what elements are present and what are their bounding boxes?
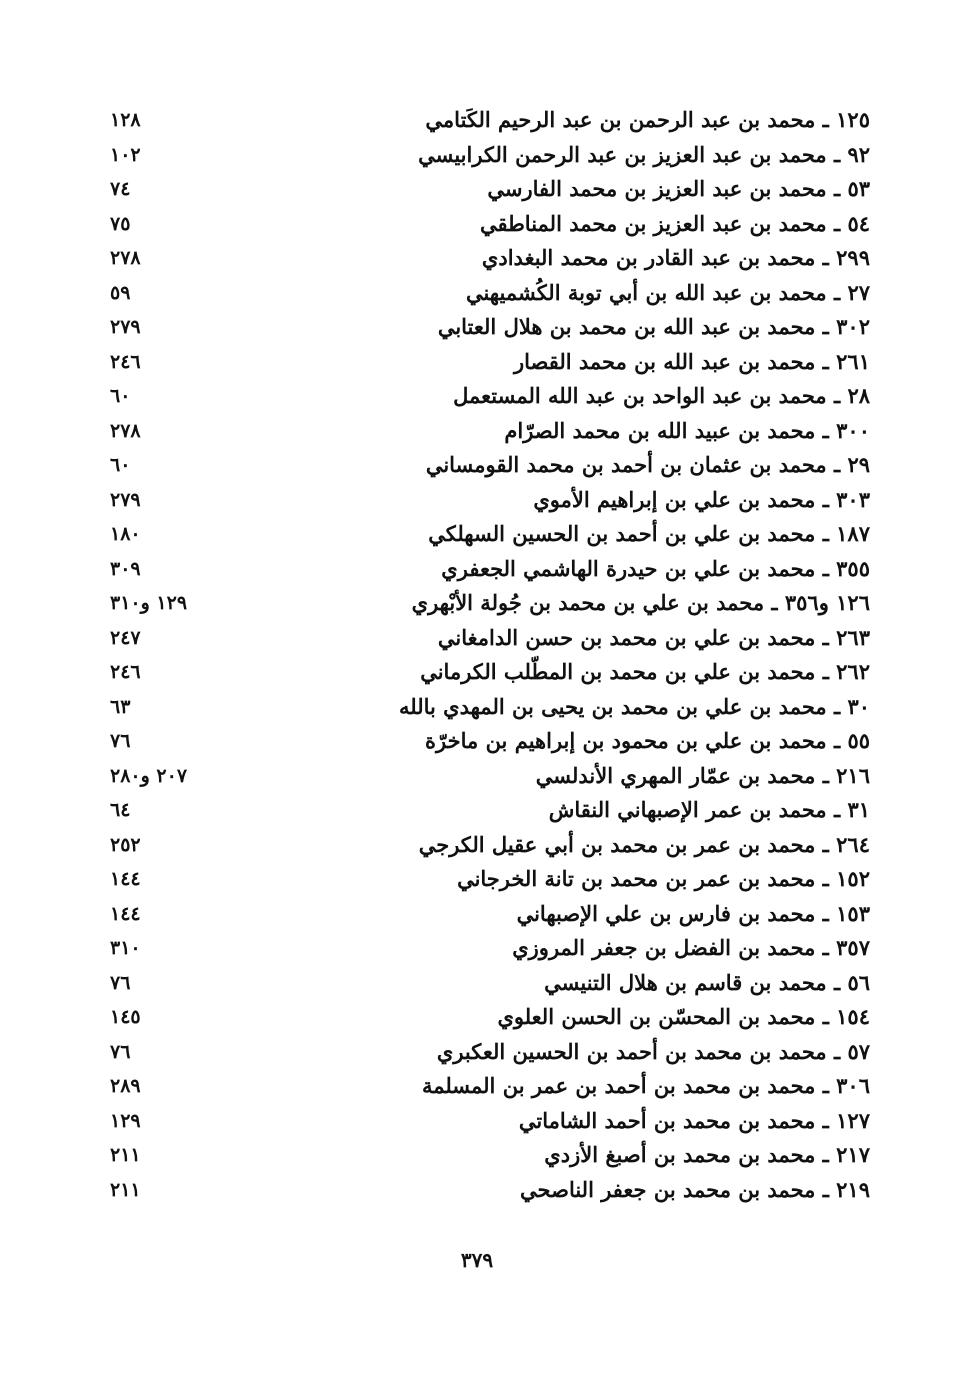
index-entry bbox=[110, 172, 870, 207]
index-entry bbox=[110, 621, 870, 656]
index-entry bbox=[110, 379, 870, 414]
index-entry bbox=[110, 1104, 870, 1139]
entry-page-ref: ٥٩ bbox=[110, 281, 131, 304]
entry-text: ٣٠٠ ـ محمد بن عبيد الله بن محمد الصرّام bbox=[504, 417, 870, 443]
entry-page-ref: ١٢٨ bbox=[110, 109, 141, 131]
index-entry bbox=[110, 1173, 870, 1208]
entry-text: ١٢٦ و٣٥٦ ـ محمد بن علي بن محمد بن جُولة الأبْهري bbox=[411, 590, 870, 615]
index-entry-list bbox=[110, 103, 870, 1207]
entry-text: ٢٩ ـ محمد بن عثمان بن أحمد بن محمد القومساني bbox=[425, 452, 870, 477]
index-entry bbox=[110, 862, 870, 897]
index-entry bbox=[110, 483, 870, 518]
index-entry bbox=[110, 1069, 870, 1104]
index-entry bbox=[110, 345, 870, 380]
entry-page-ref: ٣٠٩ bbox=[110, 557, 141, 580]
index-entry bbox=[110, 414, 870, 449]
entry-page-ref: ٦٤ bbox=[110, 799, 131, 821]
entry-text: ٢١٦ ـ محمد بن عمّار المهري الأندلسي bbox=[535, 762, 870, 788]
index-entry bbox=[110, 1000, 870, 1035]
index-entry bbox=[110, 897, 870, 932]
entry-text: ٣٠٣ ـ محمد بن علي بن إبراهيم الأموي bbox=[533, 486, 870, 512]
index-entry bbox=[110, 655, 870, 690]
entry-page-ref: ٢٧٨ bbox=[110, 247, 141, 269]
entry-text: ٥٦ ـ محمد بن قاسم بن هلال التنيسي bbox=[544, 969, 870, 995]
entry-page-ref: ٧٤ bbox=[110, 178, 131, 200]
entry-text: ٥٣ ـ محمد بن عبد العزيز بن محمد الفارسي bbox=[487, 176, 870, 201]
index-entry bbox=[110, 724, 870, 759]
entry-text: ٣٠٦ ـ محمد بن محمد بن أحمد بن عمر بن المسلمة bbox=[421, 1073, 870, 1098]
index-entry bbox=[110, 138, 870, 173]
index-entry bbox=[110, 759, 870, 794]
entry-page-ref: ١٨٠ bbox=[110, 523, 141, 545]
entry-page-ref: ٢١١ bbox=[110, 1144, 141, 1166]
entry-text: ٢١٧ ـ محمد بن محمد بن أصبغ الأزدي bbox=[544, 1142, 870, 1167]
entry-text: ١٨٧ ـ محمد بن علي بن أحمد بن الحسين السهلكي bbox=[428, 521, 870, 546]
entry-page-ref: ٧٦ bbox=[110, 730, 131, 752]
entry-page-ref: ٢٧٩ bbox=[110, 316, 141, 338]
entry-text: ١٥٢ ـ محمد بن عمر بن محمد بن تانة الخرجاني bbox=[457, 866, 870, 891]
entry-text: ٣٠ ـ محمد بن علي بن محمد بن يحيى بن المهدي بالله bbox=[399, 693, 870, 719]
index-entry bbox=[110, 276, 870, 311]
entry-page-ref: ٦٠ bbox=[110, 385, 131, 407]
entry-page-ref: ٢٤٧ bbox=[110, 626, 141, 649]
entry-text: ٢٦٤ ـ محمد بن عمر بن محمد بن أبي عقيل الكرجي bbox=[418, 831, 870, 857]
entry-page-ref: ٢١١ bbox=[110, 1178, 141, 1201]
index-entry bbox=[110, 552, 870, 587]
entry-text: ٥٥ ـ محمد بن علي بن محمود بن إبراهيم بن ماخرّة bbox=[425, 728, 870, 753]
entry-page-ref: ٢٥٢ bbox=[110, 833, 141, 856]
entry-text: ٢٦٢ ـ محمد بن علي بن محمد بن المطّلب الكرماني bbox=[420, 659, 870, 684]
entry-page-ref: ٢٠٧ و٢٨٠ bbox=[110, 764, 188, 787]
index-entry bbox=[110, 828, 870, 863]
entry-text: ١٥٣ ـ محمد بن فارس بن علي الإصبهاني bbox=[516, 900, 870, 926]
index-entry bbox=[110, 931, 870, 966]
entry-page-ref: ١٤٤ bbox=[110, 868, 141, 890]
index-entry bbox=[110, 586, 870, 621]
entry-page-ref: ٦٠ bbox=[110, 454, 131, 476]
index-entry bbox=[110, 207, 870, 242]
entry-text: ٣٥٧ ـ محمد بن الفضل بن جعفر المروزي bbox=[512, 935, 870, 960]
entry-text: ٢٦٣ ـ محمد بن علي بن محمد بن حسن الدامغاني bbox=[437, 624, 870, 650]
entry-text: ١٢٥ ـ محمد بن عبد الرحمن بن عبد الرحيم الكَتامي bbox=[425, 107, 870, 132]
entry-page-ref: ١٢٩ bbox=[110, 1109, 141, 1132]
entry-page-ref: ٢٤٦ bbox=[110, 661, 141, 683]
entry-text: ٣٥٥ ـ محمد بن علي بن حيدرة الهاشمي الجعفري bbox=[441, 555, 870, 581]
index-entry bbox=[110, 310, 870, 345]
entry-page-ref: ٧٥ bbox=[110, 212, 131, 235]
entry-page-ref: ١٢٩ و٣١٠ bbox=[110, 592, 188, 614]
entry-page-ref: ٧٦ bbox=[110, 1040, 131, 1063]
index-entry bbox=[110, 448, 870, 483]
entry-page-ref: ١٤٤ bbox=[110, 902, 141, 925]
entry-text: ٥٧ ـ محمد بن محمد بن أحمد بن الحسين العكبري bbox=[436, 1038, 870, 1064]
entry-text: ١٥٤ ـ محمد بن المحسّن بن الحسن العلوي bbox=[497, 1004, 870, 1029]
entry-page-ref: ٢٤٦ bbox=[110, 350, 141, 373]
entry-text: ٣٠٢ ـ محمد بن عبد الله بن محمد بن هلال العتابي bbox=[437, 314, 870, 339]
index-entry bbox=[110, 241, 870, 276]
entry-page-ref: ٦٣ bbox=[110, 695, 131, 718]
index-entry bbox=[110, 966, 870, 1001]
entry-text: ١٢٧ ـ محمد بن محمد بن أحمد الشاماتي bbox=[518, 1107, 870, 1133]
index-entry bbox=[110, 517, 870, 552]
entry-page-ref: ٢٨٩ bbox=[110, 1075, 141, 1097]
entry-text: ٢٧ ـ محمد بن عبد الله بن أبي توبة الكُشميهني bbox=[465, 279, 870, 305]
entry-page-ref: ٣١٠ bbox=[110, 937, 141, 959]
entry-text: ٩٢ ـ محمد بن عبد العزيز بن عبد الرحمن الكرابيسي bbox=[418, 141, 870, 167]
entry-page-ref: ٢٧٨ bbox=[110, 419, 141, 442]
index-entry bbox=[110, 690, 870, 725]
entry-text: ٢٩٩ ـ محمد بن عبد القادر بن محمد البغدادي bbox=[481, 245, 870, 270]
index-entry bbox=[110, 793, 870, 828]
entry-page-ref: ٧٦ bbox=[110, 971, 131, 994]
entry-page-ref: ١٤٥ bbox=[110, 1006, 141, 1028]
index-entry bbox=[110, 1138, 870, 1173]
page-number: ٣٧٩ bbox=[460, 1248, 494, 1272]
entry-text: ٢٦١ ـ محمد بن عبد الله بن محمد القصار bbox=[513, 348, 870, 374]
entry-text: ٢١٩ ـ محمد بن محمد بن جعفر الناصحي bbox=[520, 1176, 870, 1202]
entry-text: ٣١ ـ محمد بن عمر الإصبهاني النقاش bbox=[548, 797, 870, 822]
entry-page-ref: ١٠٢ bbox=[110, 143, 141, 166]
entry-page-ref: ٢٧٩ bbox=[110, 488, 141, 511]
index-entry bbox=[110, 103, 870, 138]
entry-text: ٥٤ ـ محمد بن عبد العزيز بن محمد المناطقي bbox=[479, 210, 870, 236]
entry-text: ٢٨ ـ محمد بن عبد الواحد بن عبد الله المستعمل bbox=[453, 383, 870, 408]
index-entry bbox=[110, 1035, 870, 1070]
